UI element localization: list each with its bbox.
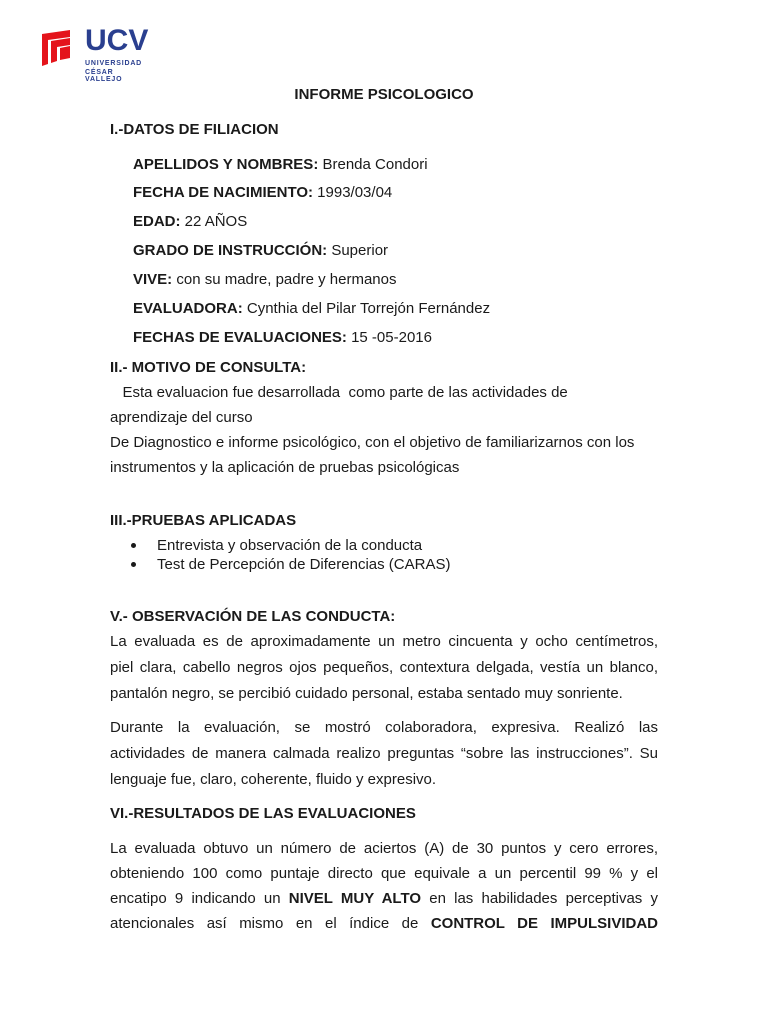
section-heading-pruebas: III.-PRUEBAS APLICADAS [110,512,297,529]
field-fechas-evaluaciones [133,329,432,346]
field-sep: : [322,242,328,259]
nivel-muy-alto: NIVEL MUY ALTO [288,890,422,907]
paragraph-line: La evaluada obtuvo un número de aciertos (A) de 30 puntos y cero errores, [110,840,658,857]
paragraph-line: La evaluada es de aproximadamente un metro cincuenta y ocho centímetros, [110,633,658,650]
field-apellidos [133,156,428,173]
field-edad [133,213,247,230]
page-title: INFORME PSICOLOGICO [294,86,474,103]
bullet-dot [131,562,136,567]
field-label: FECHA DE NACIMIENTO [133,184,309,201]
paragraph-line [110,890,658,907]
field-value: Cynthia del Pilar Torrejón Fernández [242,300,491,317]
field-value: Brenda Condori [318,156,428,173]
field-label: FECHAS DE EVALUACIONES: [133,329,347,346]
paragraph-line [110,915,658,932]
field-fecha-nacimiento [133,184,392,201]
logo-line1: UNIVERSIDAD [85,60,143,67]
section-heading-motivo: II.- MOTIVO DE CONSULTA: [110,359,307,376]
bullet-dot [131,543,136,548]
logo-wordmark: UCV [85,24,149,57]
field-vive [133,271,396,288]
field-label: GRADO DE INSTRUCCIÓN [133,242,323,259]
paragraph-line: aprendizaje del curso [110,409,253,426]
field-value: Superior [327,242,389,259]
field-evaluadora [133,300,490,317]
paragraph-line: instrumentos y la aplicación de pruebas psicológicas [110,459,460,476]
paragraph-line: obteniendo 100 como puntaje directo que equivale a un percentil 99 % y el [110,865,658,882]
field-value: con su madre, padre y hermanos [172,271,397,288]
field-label: EDAD: [133,213,181,230]
ucv-logo [40,24,150,83]
control-impulsividad: CONTROL DE IMPULSIVIDAD [430,915,658,932]
ucv-shield-icon [40,28,80,68]
field-sep: : [308,184,314,201]
logo-line2: CÉSAR VALLEJO [85,69,123,83]
paragraph-line: De Diagnostico e informe psicológico, con el objetivo de familiarizarnos con los [110,434,635,451]
field-value: 15 -05-2016 [346,329,432,346]
paragraph-line: actividades de manera calmada realizo preguntas “sobre las instrucciones”. Su [110,745,658,762]
field-label: EVALUADORA: [133,300,243,317]
paragraph-line: Durante la evaluación, se mostró colaboradora, expresiva. Realizó las [110,719,658,736]
text-run: encatipo 9 indicando un [110,890,289,907]
field-value: 22 AÑOS [180,213,248,230]
list-item-text: Test de Percepción de Diferencias (CARAS) [157,556,451,573]
paragraph-line: Esta evaluacion fue desarrollada como parte de las actividades de [110,384,568,401]
field-label: VIVE: [133,271,173,288]
paragraph-line: pantalón negro, se percibió cuidado personal, estaba sentado muy sonriente. [110,685,623,702]
text-run: atencionales así mismo en el índice de [110,915,431,932]
section-heading-resultados: VI.-RESULTADOS DE LAS EVALUACIONES [110,805,416,822]
field-label: APELLIDOS Y NOMBRES [133,156,314,173]
list-item-text: Entrevista y observación de la conducta [157,537,423,554]
field-sep: : [313,156,319,173]
list-item [133,537,423,554]
paragraph-line: lenguaje fue, claro, coherente, fluido y expresivo. [110,771,437,788]
field-value: 1993/03/04 [313,184,393,201]
field-grado [133,242,388,259]
section-heading-observacion: V.- OBSERVACIÓN DE LAS CONDUCTA: [110,608,396,625]
paragraph-line: piel clara, cabello negros ojos pequeños, contextura delgada, vestía un blanco, [110,659,658,676]
list-item [133,556,451,573]
text-run: en las habilidades perceptivas y [421,890,658,907]
section-heading-filiacion: I.-DATOS DE FILIACION [110,121,279,138]
